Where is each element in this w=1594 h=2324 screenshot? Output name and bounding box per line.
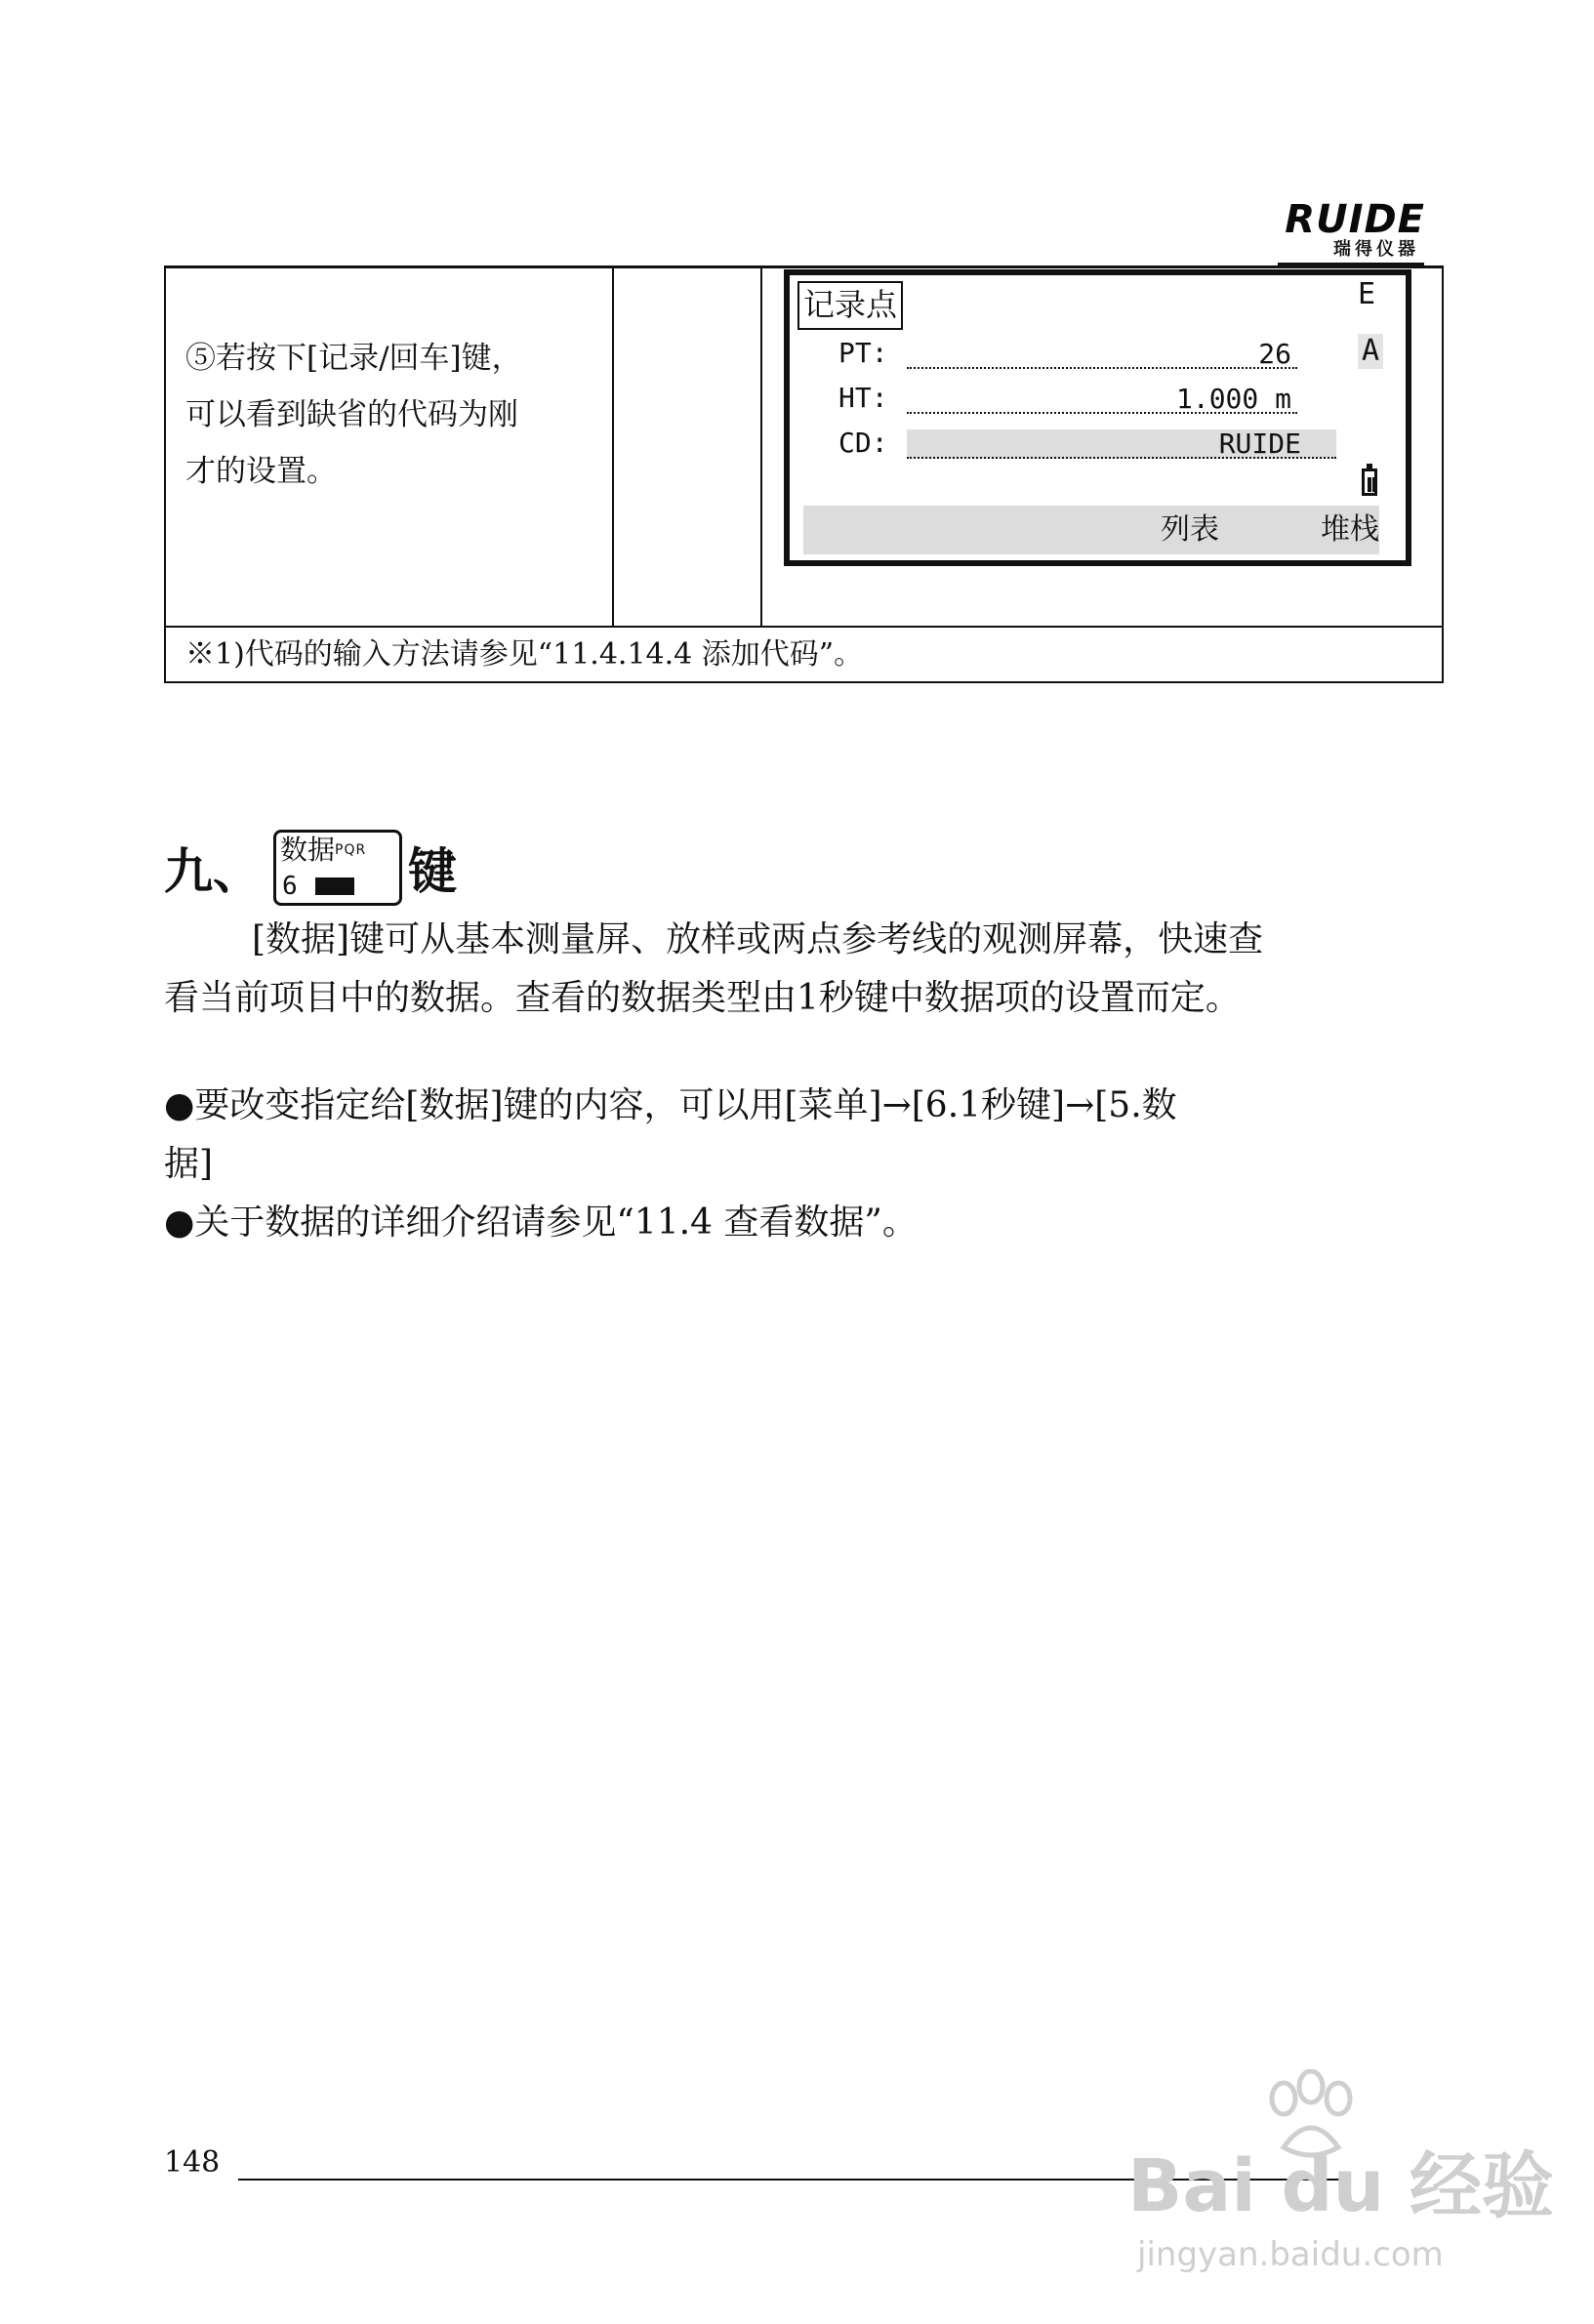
data-key-icon — [273, 830, 402, 906]
cd-field[interactable]: RUIDE — [907, 429, 1336, 459]
table-note: ※1)代码的输入方法请参见“11.4.14.4 添加代码”。 — [185, 637, 864, 672]
brand-logo — [1269, 199, 1425, 260]
key-label-text: 数据 — [280, 834, 336, 866]
step-description — [185, 330, 595, 500]
table-divider-1 — [612, 265, 614, 627]
step-line-3: 才的设置。 — [185, 454, 337, 489]
paragraph-intro-line-1: [数据]键可从基本测量屏、放样或两点参考线的观测屏幕，快速查 — [252, 919, 1264, 959]
battery-icon — [1362, 469, 1377, 496]
softkey-list[interactable]: 列表 — [1161, 512, 1219, 547]
table-divider-2 — [760, 265, 762, 627]
section-suffix: 键 — [408, 843, 457, 900]
logo-subtitle: 瑞得仪器 — [1333, 239, 1419, 260]
screen-title: 记录点 — [797, 281, 903, 330]
bullet-1-line-1: ●要改变指定给[数据]键的内容，可以用[菜单]→[6.1秒键]→[5.数 — [164, 1085, 1177, 1125]
paragraph-intro — [164, 911, 1413, 1028]
step-line-1: ⑤若按下[记录/回车]键， — [185, 341, 522, 376]
screen-mode-e: E — [1358, 277, 1376, 311]
screen-row-ht — [838, 379, 1327, 418]
ht-field[interactable]: 1.000 m — [907, 385, 1297, 414]
page-number: 148 — [164, 2145, 221, 2180]
logo-text: RUIDE — [1285, 197, 1425, 242]
watermark-url: jingyan.baidu.com — [1137, 2235, 1444, 2274]
watermark-brand: Bai du 经验 — [1127, 2144, 1554, 2228]
pt-field[interactable]: 26 — [907, 340, 1297, 369]
key-letters: PQR — [335, 842, 367, 858]
table-divider-row — [164, 626, 1444, 628]
paragraph-bullet-2 — [164, 1194, 1413, 1252]
section-number: 九、 — [164, 843, 262, 900]
screen-mode-a: A — [1358, 334, 1383, 369]
step-line-2: 可以看到缺省的代码为刚 — [185, 397, 518, 432]
paragraph-bullet-1 — [164, 1077, 1413, 1194]
bullet-1-line-2: 据] — [164, 1144, 214, 1184]
key-label — [280, 835, 366, 866]
cd-label: CD: — [838, 427, 888, 459]
paragraph-intro-line-2: 看当前项目中的数据。查看的数据类型由1秒键中数据项的设置而定。 — [164, 978, 1241, 1018]
screen-row-cd — [838, 424, 1327, 463]
baidu-watermark — [1118, 2069, 1576, 2304]
pt-label: PT: — [838, 337, 888, 369]
ht-label: HT: — [838, 382, 888, 414]
screen-row-pt — [838, 334, 1327, 373]
key-block-glyph — [315, 877, 354, 895]
softkey-bar — [803, 506, 1379, 554]
softkey-stack[interactable]: 堆栈 — [1321, 512, 1379, 547]
bullet-2-line-1: ●关于数据的详细介绍请参见“11.4 查看数据”。 — [164, 1203, 918, 1243]
instrument-screen — [784, 269, 1411, 566]
key-number: 6 — [282, 872, 298, 901]
